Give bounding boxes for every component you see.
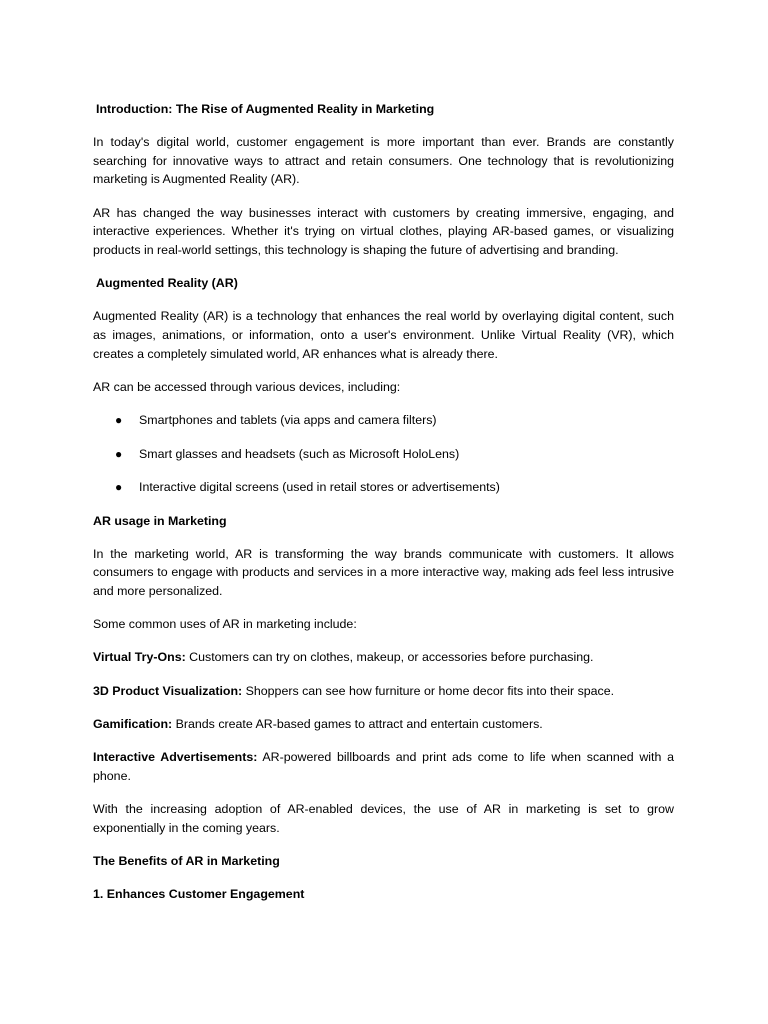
use-item-lead: Gamification: — [93, 716, 173, 731]
use-item-lead: 3D Product Visualization: — [93, 683, 243, 698]
intro-paragraph-2: AR has changed the way businesses interact with customers by creating immersive, engaging, and interactive experiences. Whether it's trying on virtual clothes, playing AR-based games, or visualizing products in real-world settings, this technology is shaping the future of advertising and branding. — [93, 205, 674, 258]
use-item-virtual-try-ons — [93, 648, 674, 667]
ar-paragraph-2: AR can be accessed through various devices, including: — [93, 379, 401, 394]
use-item-lead: Virtual Try-Ons: — [93, 650, 186, 665]
use-item-text: Brands create AR-based games to attract and entertain customers. — [172, 716, 543, 731]
use-item-interactive-ads — [93, 748, 674, 785]
bullet-icon: ● — [115, 480, 123, 495]
list-item-text: Smartphones and tablets (via apps and camera filters) — [139, 413, 437, 428]
use-item-text: AR-powered billboards and print ads come to life when scanned with a phone. — [93, 749, 674, 783]
list-item-text: Smart glasses and headsets (such as Microsoft HoloLens) — [139, 446, 460, 461]
intro-paragraph-1: In today's digital world, customer engagement is more important than ever. Brands are constantly searching for innovative ways to attract and retain consumers. One technology that is revolutionizing marketing is Augmented Reality (AR). — [93, 135, 674, 187]
subsection-heading-benefit-1: 1. Enhances Customer Engagement — [93, 886, 305, 901]
use-item-text: Shoppers can see how furniture or home decor fits into their space. — [242, 683, 615, 698]
use-item-text: Customers can try on clothes, makeup, or accessories before purchasing. — [185, 650, 594, 665]
usage-paragraph-2: Some common uses of AR in marketing include: — [93, 617, 357, 632]
bullet-icon: ● — [115, 413, 123, 428]
ar-paragraph-1: Augmented Reality (AR) is a technology that enhances the real world by overlaying digital content, such as images, animations, or information, onto a user's environment. Unlike Virtual Reality (VR), which creates a completely simulated world, AR enhances what is already there. — [93, 309, 674, 361]
list-item — [93, 445, 674, 464]
device-list — [93, 411, 674, 497]
usage-paragraph-3: With the increasing adoption of AR-enabled devices, the use of AR in marketing is set to grow exponentially in the coming years. — [93, 801, 674, 835]
list-item — [93, 411, 674, 430]
usage-paragraph-1: In the marketing world, AR is transforming the way brands communicate with customers. It allows consumers to engage with products and services in a more interactive way, making ads feel less intrusive and more personalized. — [93, 546, 674, 598]
list-item — [93, 478, 674, 497]
use-item-3d-visualization — [93, 682, 674, 701]
use-item-gamification — [93, 715, 674, 734]
page-title: Introduction: The Rise of Augmented Reality in Marketing — [96, 102, 435, 116]
use-item-lead: Interactive Advertisements: — [93, 749, 258, 764]
section-heading-benefits: The Benefits of AR in Marketing — [93, 853, 280, 868]
section-heading-usage: AR usage in Marketing — [93, 513, 227, 528]
bullet-icon: ● — [115, 446, 123, 461]
list-item-text: Interactive digital screens (used in retail stores or advertisements) — [139, 480, 500, 495]
section-heading-ar: Augmented Reality (AR) — [96, 276, 238, 291]
